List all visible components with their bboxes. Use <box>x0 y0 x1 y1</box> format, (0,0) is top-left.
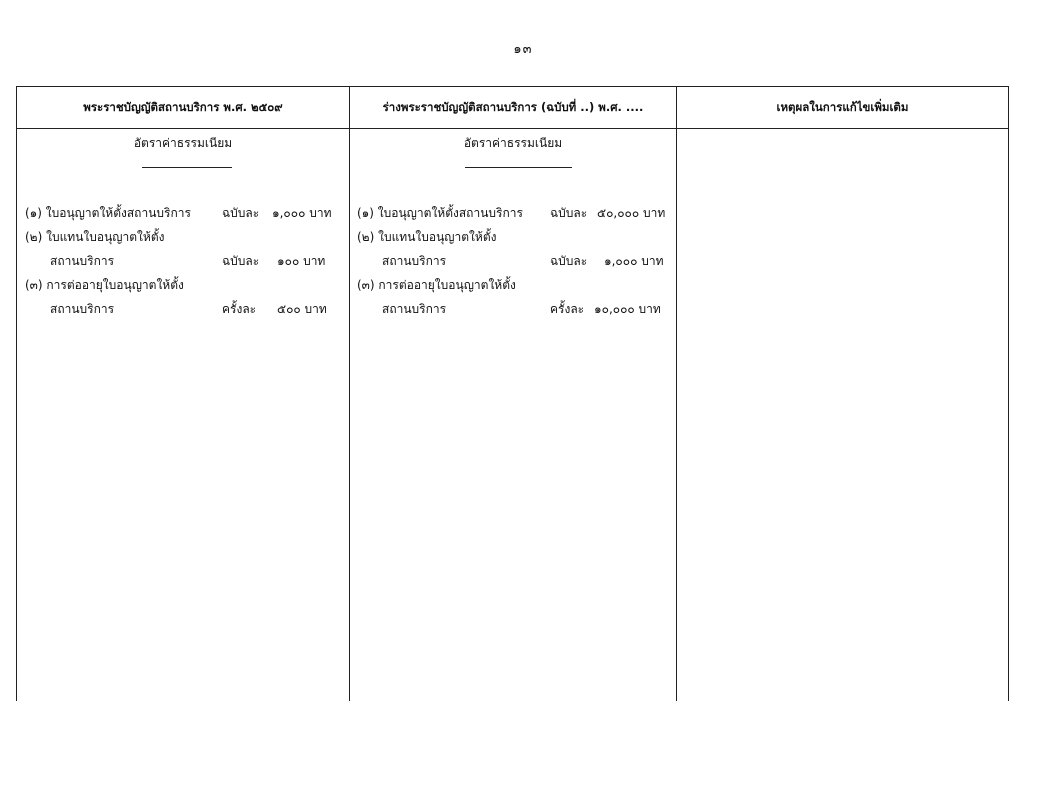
fee-unit: ฉบับละ <box>550 206 588 220</box>
fee-label: (๓) การต่ออายุใบอนุญาตให้ตั้ง <box>25 278 184 292</box>
section-underline <box>465 167 572 168</box>
fee-amount: ๕๐,๐๐๐ บาท <box>597 206 666 220</box>
fee-amount: ๑๐,๐๐๐ บาท <box>594 302 661 316</box>
header-current-law: พระราชบัญญัติสถานบริการ พ.ศ. ๒๕๐๙ <box>83 99 283 114</box>
comparison-table <box>16 86 1009 701</box>
fee-label: (๒) ใบแทนใบอนุญาตให้ตั้ง <box>25 230 165 244</box>
fee-label: (๒) ใบแทนใบอนุญาตให้ตั้ง <box>357 230 497 244</box>
fee-label: สถานบริการ <box>382 302 447 316</box>
fee-unit: ฉบับละ <box>550 254 588 268</box>
fee-unit: ครั้งละ <box>550 302 585 316</box>
fee-label: (๑) ใบอนุญาตให้ตั้งสถานบริการ <box>357 206 523 220</box>
fee-amount: ๑๐๐ บาท <box>277 254 326 268</box>
section-title: อัตราค่าธรรมเนียม <box>463 136 563 150</box>
fee-unit: ฉบับละ <box>222 254 260 268</box>
section-title: อัตราค่าธรรมเนียม <box>133 136 233 150</box>
fee-unit: ครั้งละ <box>222 302 257 316</box>
fee-amount: ๕๐๐ บาท <box>277 302 327 316</box>
fee-label: สถานบริการ <box>50 302 115 316</box>
page-number: ๑๓ <box>513 42 533 57</box>
fee-unit: ฉบับละ <box>222 206 260 220</box>
fee-label: สถานบริการ <box>50 254 115 268</box>
draft-law-column <box>350 129 676 701</box>
fee-amount: ๑,๐๐๐ บาท <box>604 254 664 268</box>
fee-label: (๑) ใบอนุญาตให้ตั้งสถานบริการ <box>25 206 191 220</box>
header-reason: เหตุผลในการแก้ไขเพิ่มเติม <box>776 99 909 114</box>
column-divider <box>676 87 677 701</box>
fee-label: (๓) การต่ออายุใบอนุญาตให้ตั้ง <box>357 278 516 292</box>
fee-amount: ๑,๐๐๐ บาท <box>272 206 332 220</box>
header-draft-law: ร่างพระราชบัญญัติสถานบริการ (ฉบับที่ ..) พ.ศ. .... <box>382 99 644 114</box>
section-underline <box>142 167 232 168</box>
current-law-column <box>17 129 349 701</box>
fee-label: สถานบริการ <box>382 254 447 268</box>
